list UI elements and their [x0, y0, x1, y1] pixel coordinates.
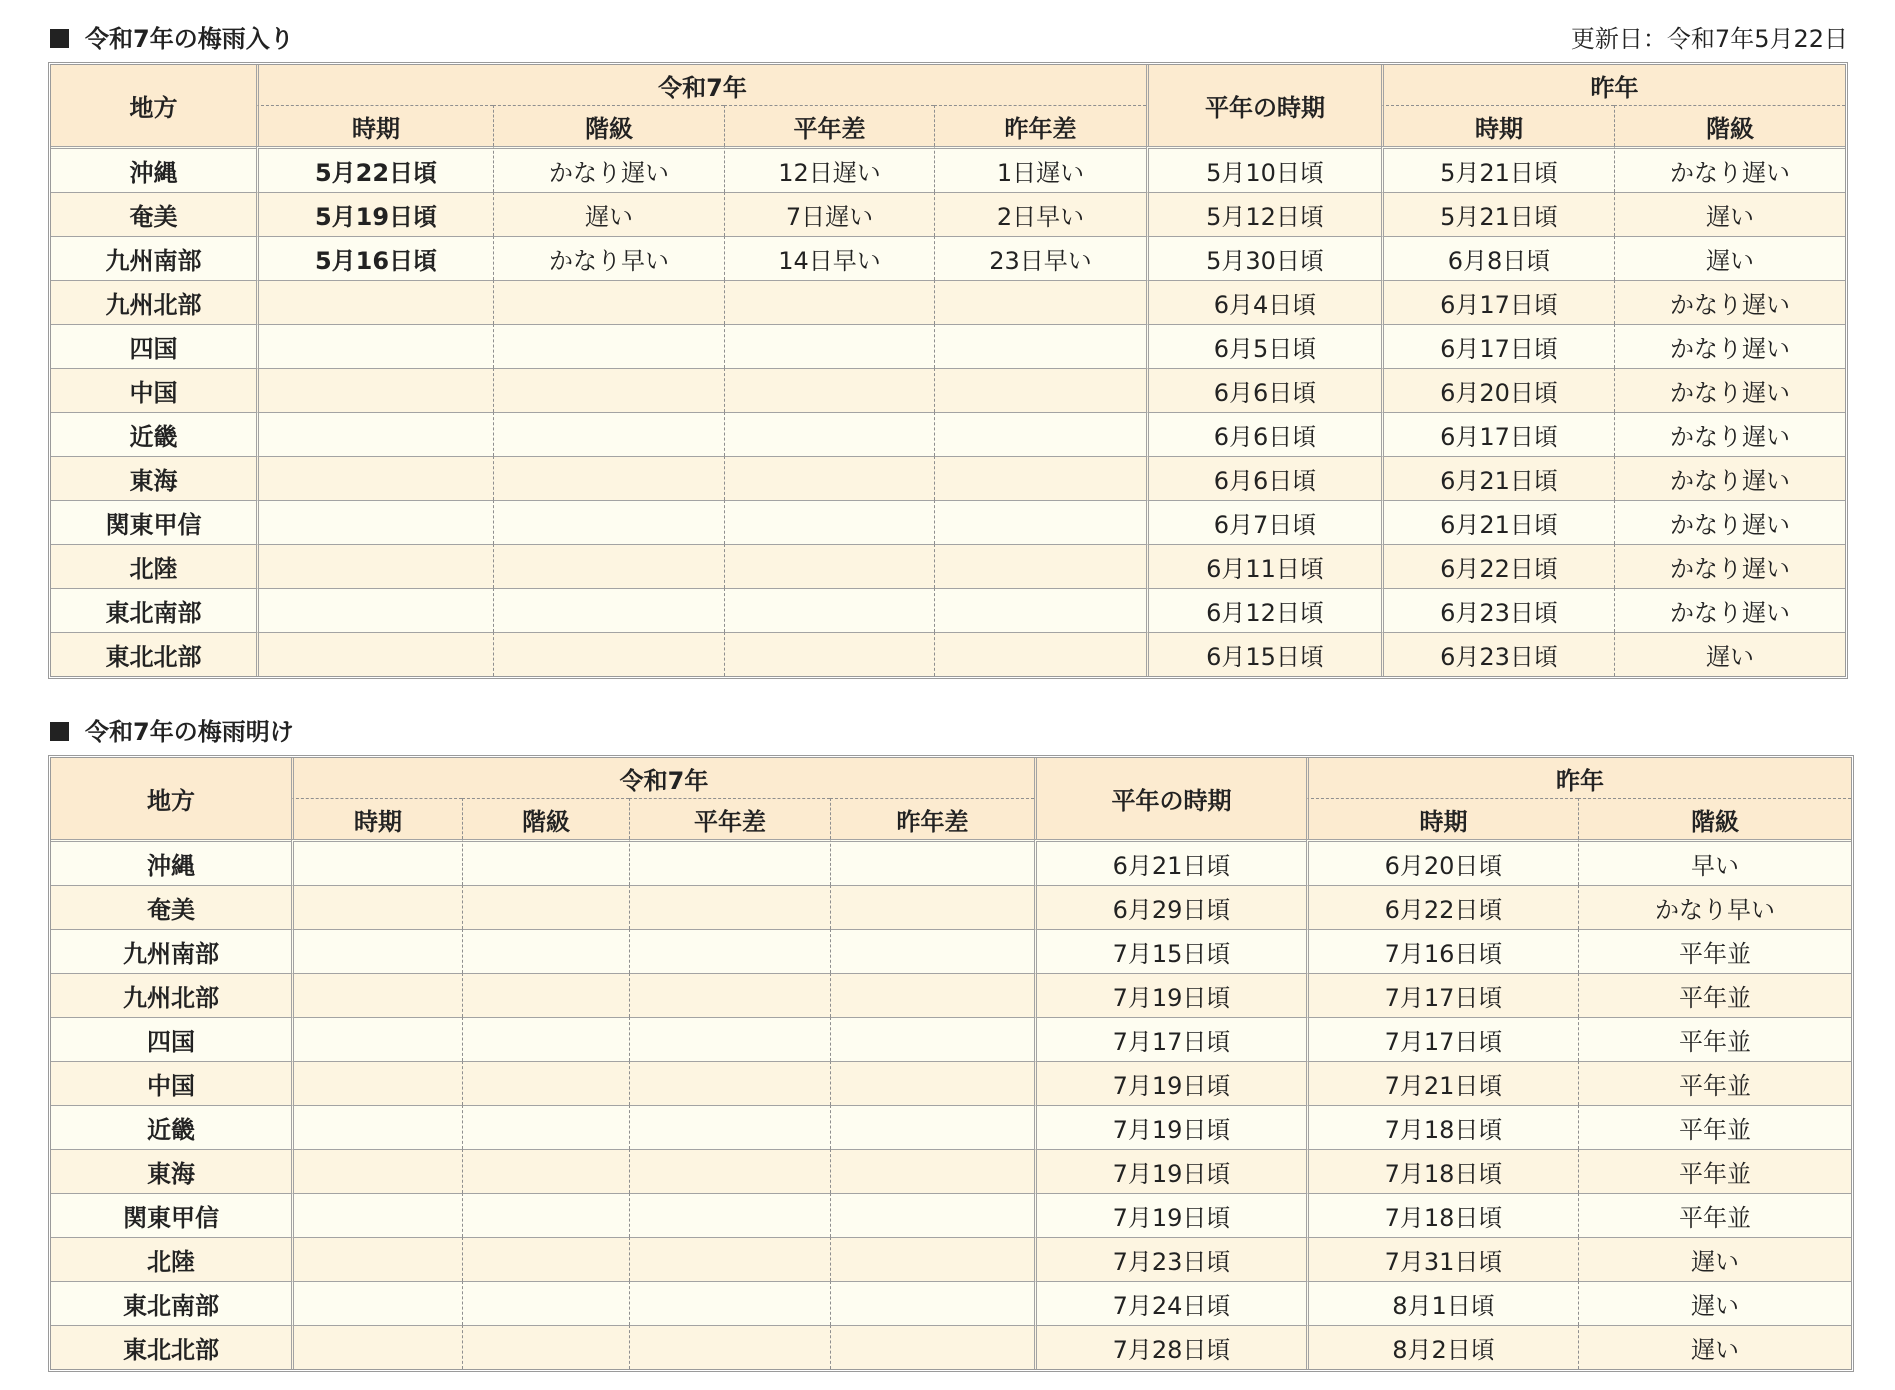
region-cell: 中国 [51, 368, 256, 412]
ly-grade-cell: 平年並 [1578, 1017, 1851, 1061]
region-cell: 四国 [51, 324, 256, 368]
col-normal-period-header: 平年の時期 [1034, 758, 1306, 839]
lastyear-diff-cell [830, 839, 1034, 885]
normal-period-cell: 6月12日頃 [1146, 588, 1381, 632]
table-row [51, 1237, 1851, 1281]
ly-grade-cell: 遅い [1578, 1325, 1851, 1369]
normal-diff-cell [724, 412, 934, 456]
table-row [51, 973, 1851, 1017]
normal-period-cell: 6月6日頃 [1146, 412, 1381, 456]
grade-cell: 遅い [493, 192, 724, 236]
lastyear-diff-cell [830, 1193, 1034, 1237]
normal-diff-cell [629, 1237, 830, 1281]
col-normal-period-header: 平年の時期 [1146, 65, 1381, 146]
normal-period-cell: 6月6日頃 [1146, 368, 1381, 412]
col-ly-grade-header: 階級 [1614, 105, 1845, 146]
ly-grade-cell: 早い [1578, 839, 1851, 885]
lastyear-diff-cell: 1日遅い [934, 146, 1146, 192]
grade-cell [493, 324, 724, 368]
table-row [51, 632, 1845, 676]
normal-period-cell: 6月7日頃 [1146, 500, 1381, 544]
region-cell: 東北北部 [51, 632, 256, 676]
period-cell [256, 456, 493, 500]
table-row [51, 1061, 1851, 1105]
normal-diff-cell: 7日遅い [724, 192, 934, 236]
col-period-header: 時期 [291, 798, 462, 839]
region-cell: 近畿 [51, 1105, 291, 1149]
table-row [51, 929, 1851, 973]
normal-period-cell: 6月6日頃 [1146, 456, 1381, 500]
table-row [51, 588, 1845, 632]
lastyear-diff-cell: 23日早い [934, 236, 1146, 280]
period-cell [291, 885, 462, 929]
col-ly-period-header: 時期 [1381, 105, 1614, 146]
grade-cell [462, 973, 629, 1017]
normal-period-cell: 7月28日頃 [1034, 1325, 1306, 1369]
ly-grade-cell: かなり遅い [1614, 544, 1845, 588]
square-bullet-icon [50, 722, 69, 741]
period-cell [256, 500, 493, 544]
normal-period-cell: 6月29日頃 [1034, 885, 1306, 929]
ly-grade-cell: 平年並 [1578, 1061, 1851, 1105]
col-this-year-header: 令和7年 [256, 65, 1146, 105]
table-row [51, 885, 1851, 929]
ly-grade-cell: かなり遅い [1614, 280, 1845, 324]
normal-diff-cell [629, 973, 830, 1017]
normal-period-cell: 7月17日頃 [1034, 1017, 1306, 1061]
lastyear-diff-cell [934, 412, 1146, 456]
table-row [51, 324, 1845, 368]
ly-grade-cell: かなり早い [1578, 885, 1851, 929]
ly-grade-cell: かなり遅い [1614, 368, 1845, 412]
end-header [48, 711, 1848, 755]
period-cell [256, 544, 493, 588]
period-cell: 5月19日頃 [256, 192, 493, 236]
period-cell [291, 1281, 462, 1325]
ly-period-cell: 5月21日頃 [1381, 146, 1614, 192]
grade-cell: かなり遅い [493, 146, 724, 192]
lastyear-diff-cell [934, 588, 1146, 632]
region-cell: 沖縄 [51, 146, 256, 192]
region-cell: 九州南部 [51, 236, 256, 280]
col-grade-header: 階級 [462, 798, 629, 839]
col-normal-diff-header: 平年差 [724, 105, 934, 146]
ly-period-cell: 6月17日頃 [1381, 280, 1614, 324]
grade-cell [493, 412, 724, 456]
ly-grade-cell: 平年並 [1578, 973, 1851, 1017]
period-cell [291, 839, 462, 885]
normal-period-cell: 5月10日頃 [1146, 146, 1381, 192]
onset-table [48, 62, 1848, 679]
region-cell: 東北南部 [51, 588, 256, 632]
ly-period-cell: 7月17日頃 [1306, 1017, 1578, 1061]
col-region-header: 地方 [51, 65, 256, 146]
ly-grade-cell: 遅い [1614, 236, 1845, 280]
ly-period-cell: 7月21日頃 [1306, 1061, 1578, 1105]
col-last-year-header: 昨年 [1306, 758, 1851, 798]
grade-cell [493, 280, 724, 324]
normal-diff-cell [629, 1325, 830, 1369]
normal-diff-cell [629, 929, 830, 973]
normal-diff-cell [629, 1105, 830, 1149]
lastyear-diff-cell [830, 929, 1034, 973]
grade-cell [462, 1149, 629, 1193]
lastyear-diff-cell [934, 500, 1146, 544]
ly-grade-cell: 平年並 [1578, 1105, 1851, 1149]
table-row [51, 1149, 1851, 1193]
normal-period-cell: 7月19日頃 [1034, 973, 1306, 1017]
normal-diff-cell [629, 1149, 830, 1193]
grade-cell [493, 544, 724, 588]
period-cell [291, 1193, 462, 1237]
normal-diff-cell [724, 588, 934, 632]
ly-grade-cell: 遅い [1578, 1237, 1851, 1281]
ly-period-cell: 6月21日頃 [1381, 456, 1614, 500]
period-cell: 5月22日頃 [256, 146, 493, 192]
normal-period-cell: 5月30日頃 [1146, 236, 1381, 280]
ly-period-cell: 7月18日頃 [1306, 1105, 1578, 1149]
table-row [51, 146, 1845, 192]
update-date: 更新日：令和7年5月22日 [1570, 25, 1848, 53]
ly-grade-cell: 遅い [1614, 192, 1845, 236]
lastyear-diff-cell [934, 368, 1146, 412]
normal-period-cell: 6月5日頃 [1146, 324, 1381, 368]
normal-diff-cell [629, 1281, 830, 1325]
grade-cell [462, 885, 629, 929]
normal-period-cell: 7月24日頃 [1034, 1281, 1306, 1325]
ly-period-cell: 8月2日頃 [1306, 1325, 1578, 1369]
col-this-year-header: 令和7年 [291, 758, 1034, 798]
normal-period-cell: 7月15日頃 [1034, 929, 1306, 973]
table-row [51, 456, 1845, 500]
normal-diff-cell [629, 1061, 830, 1105]
ly-period-cell: 6月23日頃 [1381, 632, 1614, 676]
period-cell [291, 1061, 462, 1105]
ly-period-cell: 6月8日頃 [1381, 236, 1614, 280]
lastyear-diff-cell [830, 1017, 1034, 1061]
end-table [48, 755, 1854, 1372]
period-cell [291, 1325, 462, 1369]
col-lastyear-diff-header: 昨年差 [830, 798, 1034, 839]
period-cell [291, 1017, 462, 1061]
table-row [51, 1017, 1851, 1061]
grade-cell [493, 632, 724, 676]
table-row [51, 192, 1845, 236]
table-row [51, 544, 1845, 588]
lastyear-diff-cell [830, 1237, 1034, 1281]
table-row [51, 500, 1845, 544]
normal-diff-cell [724, 544, 934, 588]
col-ly-grade-header: 階級 [1578, 798, 1851, 839]
end-title: 令和7年の梅雨明け [50, 717, 294, 747]
onset-title: 令和7年の梅雨入り [50, 24, 294, 54]
ly-period-cell: 6月20日頃 [1306, 839, 1578, 885]
region-cell: 沖縄 [51, 839, 291, 885]
period-cell [256, 632, 493, 676]
grade-cell [462, 1237, 629, 1281]
ly-period-cell: 6月21日頃 [1381, 500, 1614, 544]
region-cell: 東海 [51, 1149, 291, 1193]
region-cell: 四国 [51, 1017, 291, 1061]
col-period-header: 時期 [256, 105, 493, 146]
lastyear-diff-cell [934, 280, 1146, 324]
period-cell [291, 1237, 462, 1281]
normal-period-cell: 6月15日頃 [1146, 632, 1381, 676]
lastyear-diff-cell [934, 632, 1146, 676]
normal-diff-cell [629, 1017, 830, 1061]
grade-cell [462, 1193, 629, 1237]
lastyear-diff-cell [934, 324, 1146, 368]
ly-grade-cell: 平年並 [1578, 1193, 1851, 1237]
normal-diff-cell [724, 632, 934, 676]
ly-grade-cell: 平年並 [1578, 929, 1851, 973]
ly-period-cell: 7月18日頃 [1306, 1193, 1578, 1237]
ly-grade-cell: 平年並 [1578, 1149, 1851, 1193]
ly-period-cell: 6月22日頃 [1381, 544, 1614, 588]
normal-period-cell: 7月19日頃 [1034, 1149, 1306, 1193]
ly-grade-cell: 遅い [1578, 1281, 1851, 1325]
region-cell: 東北北部 [51, 1325, 291, 1369]
ly-grade-cell: かなり遅い [1614, 412, 1845, 456]
grade-cell [462, 1061, 629, 1105]
col-lastyear-diff-header: 昨年差 [934, 105, 1146, 146]
ly-grade-cell: 遅い [1614, 632, 1845, 676]
col-ly-period-header: 時期 [1306, 798, 1578, 839]
ly-grade-cell: かなり遅い [1614, 146, 1845, 192]
table-row [51, 1325, 1851, 1369]
table-row [51, 412, 1845, 456]
ly-period-cell: 6月17日頃 [1381, 412, 1614, 456]
region-cell: 近畿 [51, 412, 256, 456]
ly-grade-cell: かなり遅い [1614, 500, 1845, 544]
region-cell: 九州北部 [51, 973, 291, 1017]
col-last-year-header: 昨年 [1381, 65, 1845, 105]
normal-diff-cell: 12日遅い [724, 146, 934, 192]
normal-period-cell: 7月19日頃 [1034, 1061, 1306, 1105]
ly-period-cell: 6月22日頃 [1306, 885, 1578, 929]
region-cell: 中国 [51, 1061, 291, 1105]
lastyear-diff-cell [830, 1149, 1034, 1193]
region-cell: 奄美 [51, 192, 256, 236]
normal-period-cell: 6月11日頃 [1146, 544, 1381, 588]
ly-period-cell: 7月18日頃 [1306, 1149, 1578, 1193]
grade-cell [462, 1325, 629, 1369]
grade-cell [462, 1105, 629, 1149]
grade-cell [493, 500, 724, 544]
grade-cell [462, 929, 629, 973]
period-cell [256, 368, 493, 412]
lastyear-diff-cell [934, 456, 1146, 500]
square-bullet-icon [50, 29, 69, 48]
normal-diff-cell [629, 1193, 830, 1237]
period-cell [256, 324, 493, 368]
normal-period-cell: 7月19日頃 [1034, 1105, 1306, 1149]
lastyear-diff-cell [830, 1061, 1034, 1105]
normal-period-cell: 7月23日頃 [1034, 1237, 1306, 1281]
lastyear-diff-cell [830, 1281, 1034, 1325]
normal-diff-cell [724, 368, 934, 412]
ly-grade-cell: かなり遅い [1614, 456, 1845, 500]
region-cell: 奄美 [51, 885, 291, 929]
region-cell: 東北南部 [51, 1281, 291, 1325]
normal-diff-cell: 14日早い [724, 236, 934, 280]
ly-period-cell: 6月23日頃 [1381, 588, 1614, 632]
period-cell: 5月16日頃 [256, 236, 493, 280]
grade-cell: かなり早い [493, 236, 724, 280]
period-cell [256, 588, 493, 632]
lastyear-diff-cell [934, 544, 1146, 588]
grade-cell [462, 1017, 629, 1061]
lastyear-diff-cell [830, 885, 1034, 929]
normal-period-cell: 7月19日頃 [1034, 1193, 1306, 1237]
table-row [51, 1281, 1851, 1325]
region-cell: 東海 [51, 456, 256, 500]
ly-period-cell: 7月16日頃 [1306, 929, 1578, 973]
ly-period-cell: 8月1日頃 [1306, 1281, 1578, 1325]
table-row [51, 280, 1845, 324]
ly-period-cell: 6月17日頃 [1381, 324, 1614, 368]
grade-cell [493, 368, 724, 412]
region-cell: 九州北部 [51, 280, 256, 324]
onset-header [48, 18, 1848, 62]
region-cell: 九州南部 [51, 929, 291, 973]
table-row [51, 368, 1845, 412]
col-grade-header: 階級 [493, 105, 724, 146]
ly-grade-cell: かなり遅い [1614, 324, 1845, 368]
onset-section [48, 18, 1848, 679]
normal-diff-cell [724, 324, 934, 368]
lastyear-diff-cell [830, 973, 1034, 1017]
table-row [51, 839, 1851, 885]
region-cell: 関東甲信 [51, 500, 256, 544]
end-section [48, 711, 1848, 1372]
period-cell [291, 929, 462, 973]
grade-cell [493, 456, 724, 500]
normal-period-cell: 6月4日頃 [1146, 280, 1381, 324]
lastyear-diff-cell [830, 1325, 1034, 1369]
ly-period-cell: 6月20日頃 [1381, 368, 1614, 412]
region-cell: 関東甲信 [51, 1193, 291, 1237]
ly-grade-cell: かなり遅い [1614, 588, 1845, 632]
grade-cell [462, 1281, 629, 1325]
period-cell [256, 280, 493, 324]
normal-diff-cell [724, 280, 934, 324]
ly-period-cell: 7月17日頃 [1306, 973, 1578, 1017]
lastyear-diff-cell: 2日早い [934, 192, 1146, 236]
normal-period-cell: 6月21日頃 [1034, 839, 1306, 885]
table-row [51, 1193, 1851, 1237]
normal-diff-cell [629, 839, 830, 885]
ly-period-cell: 7月31日頃 [1306, 1237, 1578, 1281]
normal-diff-cell [724, 500, 934, 544]
lastyear-diff-cell [830, 1105, 1034, 1149]
normal-period-cell: 5月12日頃 [1146, 192, 1381, 236]
normal-diff-cell [629, 885, 830, 929]
ly-period-cell: 5月21日頃 [1381, 192, 1614, 236]
period-cell [291, 973, 462, 1017]
region-cell: 北陸 [51, 544, 256, 588]
period-cell [291, 1149, 462, 1193]
table-row [51, 1105, 1851, 1149]
region-cell: 北陸 [51, 1237, 291, 1281]
grade-cell [462, 839, 629, 885]
grade-cell [493, 588, 724, 632]
col-normal-diff-header: 平年差 [629, 798, 830, 839]
table-row [51, 236, 1845, 280]
col-region-header: 地方 [51, 758, 291, 839]
period-cell [291, 1105, 462, 1149]
normal-diff-cell [724, 456, 934, 500]
period-cell [256, 412, 493, 456]
